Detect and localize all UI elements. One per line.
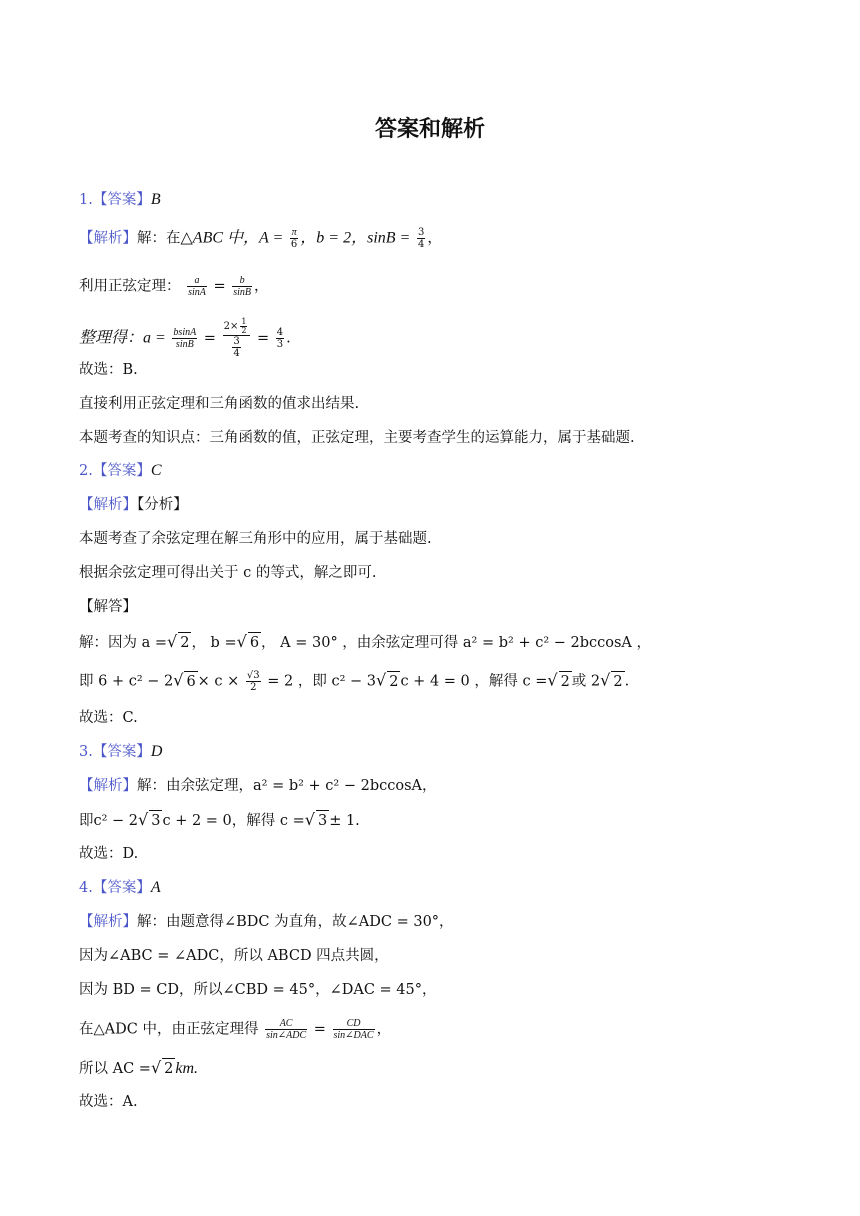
q2-line5: 故选：C. <box>79 710 138 726</box>
q3-line2: 即c² − 2√ 3 c + 2 = 0，解得 c =√ 3 ± 1. <box>79 810 360 829</box>
q4-heading: 4.【答案】A <box>79 879 161 896</box>
q3-line3: 故选：D. <box>79 846 139 862</box>
q4-line2: 因为∠ABC = ∠ADC，所以 ABCD 四点共圆， <box>79 948 389 964</box>
three-quarters: $\frac{3}{4}$ <box>417 227 425 250</box>
q1-answer-tag: 【答案】 <box>92 192 151 208</box>
page-title: 答案和解析 <box>374 117 485 142</box>
q1-line3: 整理得：a = $\frac{bsinA}{\sin B}$ = 2× $\frac{1}{2}$ $\frac{3}{4}$ = $\frac{4}{3}$ . <box>79 317 291 359</box>
q2-analysis: 【解析】【分析】 <box>79 497 188 513</box>
q2-line4: 即 6 + c² − 2√ 6 × c × $\frac{√3}{2}$ = 2 ，即 c² − 3√ 2 c + 4 = 0 ，解得 c =√ 2 或 2√ 2 . <box>79 670 630 693</box>
a-over-sinA: $\frac{a}{\sin A}$ <box>188 275 206 298</box>
q1-line1: 【解析】解：在△ABC 中，A = $\frac{\pi}{6}$ ，b = 2，sinB = $\frac{3}{4}$ ， <box>79 227 442 250</box>
q2-line3: 解：因为 a =√ 2 ， b =√ 6 ， A = 30° ，由余弦定理可得 a² = b² + c² − 2bccosA ， <box>79 632 652 651</box>
pi-over-6: $\frac{\pi}{6}$ <box>290 227 298 250</box>
q1-analysis-tag: 【解析】 <box>79 230 137 247</box>
q1-heading <box>79 190 161 210</box>
sqrt3-over-2: $\frac{√3}{2}$ <box>246 670 260 693</box>
q1-line6: 本题考查的知识点：三角函数的值，正弦定理，主要考查学生的运算能力，属于基础题. <box>79 430 635 446</box>
q3-heading: 3.【答案】D <box>79 743 163 760</box>
q3-line1: 【解析】解：由余弦定理，a² = b² + c² − 2bccosA， <box>79 778 437 794</box>
nested-fraction: 2× $\frac{1}{2}$ $\frac{3}{4}$ <box>223 318 251 359</box>
q4-answer: A <box>150 879 161 896</box>
four-thirds: $\frac{4}{3}$ <box>276 327 284 350</box>
q2-heading: 2.【答案】C <box>79 462 162 479</box>
q4-line5: 所以 AC =√ 2 km. <box>79 1058 199 1077</box>
q4-line1: 【解析】解：由题意得∠BDC 为直角，故∠ADC = 30°， <box>79 914 454 930</box>
q1-line4: 故选：B. <box>79 362 138 378</box>
q2-solution-tag: 【解答】 <box>79 599 137 615</box>
q4-line4: 在△ADC 中，由正弦定理得 $\frac{AC}{\text{sin∠ADC}}$ = $\frac{CD}{\text{sin∠DAC}}$ ， <box>79 1018 392 1041</box>
q3-answer: D <box>150 743 163 760</box>
q2-line2: 根据余弦定理可得出关于 c 的等式，解之即可. <box>79 565 377 581</box>
CD-over-sinDAC: $\frac{CD}{\text{sin∠DAC}}$ <box>333 1018 374 1041</box>
q2-answer: C <box>150 462 162 479</box>
q1-line2: 利用正弦定理： $\frac{a}{\sin A}$ = $\frac{b}{\sin B}$ ， <box>79 275 269 298</box>
AC-over-sinADC: $\frac{AC}{\text{sin∠ADC}}$ <box>266 1018 307 1041</box>
q1-number: 1. <box>79 192 93 208</box>
b-over-sinB: $\frac{b}{\sin B}$ <box>233 275 252 298</box>
q1-line5: 直接利用正弦定理和三角函数的值求出结果. <box>79 396 360 412</box>
q2-line1: 本题考查了余弦定理在解三角形中的应用，属于基础题. <box>79 531 432 547</box>
q4-line6: 故选：A. <box>79 1094 138 1110</box>
q1-answer: B <box>150 191 161 208</box>
bsinA-over-sinB: $\frac{bsinA}{\sin B}$ <box>173 327 197 350</box>
q4-line3: 因为 BD = CD，所以∠CBD = 45°，∠DAC = 45°， <box>79 982 437 998</box>
